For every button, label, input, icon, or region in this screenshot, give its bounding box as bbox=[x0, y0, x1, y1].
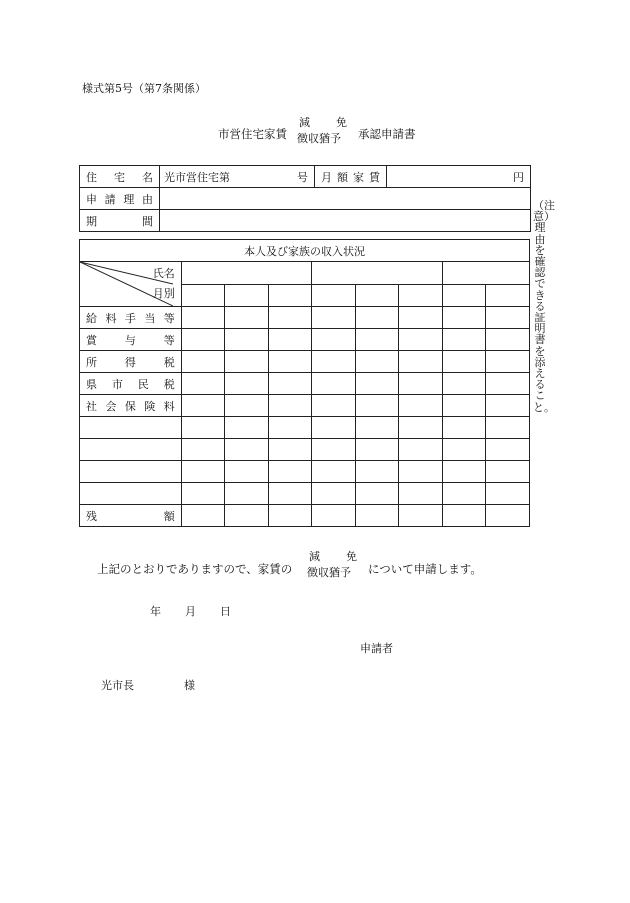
month-cell[interactable] bbox=[225, 284, 269, 307]
income-value-cell[interactable] bbox=[486, 483, 530, 505]
statement-before: 上記のとおりでありますので、家賃の bbox=[97, 562, 293, 576]
income-row-label-char: 市 bbox=[111, 377, 123, 391]
income-row-label-char: 税 bbox=[163, 377, 175, 391]
income-title-row bbox=[80, 240, 530, 262]
title-option-reduce: 減 bbox=[299, 116, 310, 129]
income-value-cell[interactable] bbox=[486, 307, 530, 329]
income-value-cell[interactable] bbox=[355, 417, 399, 439]
income-row bbox=[80, 439, 530, 461]
income-value-cell[interactable] bbox=[355, 439, 399, 461]
reason-label: 申 請 理 由 bbox=[80, 188, 160, 210]
income-row bbox=[80, 373, 530, 395]
income-row-label bbox=[80, 505, 182, 527]
income-value-cell[interactable] bbox=[442, 417, 486, 439]
income-row bbox=[80, 461, 530, 483]
person-name-cell[interactable] bbox=[312, 262, 443, 285]
income-value-cell[interactable] bbox=[181, 439, 225, 461]
income-value-cell[interactable] bbox=[486, 417, 530, 439]
income-row-label bbox=[80, 461, 182, 483]
income-row-label-char: 等 bbox=[163, 311, 175, 325]
date-month: 月 bbox=[185, 605, 196, 618]
income-row-label-char: 険 bbox=[144, 399, 156, 413]
month-header: 月別 bbox=[152, 287, 175, 300]
income-row-label-char: 民 bbox=[137, 377, 149, 391]
income-value-cell[interactable] bbox=[442, 373, 486, 395]
income-row-label-char: 等 bbox=[163, 333, 175, 347]
housing-number-suffix: 号 bbox=[297, 170, 308, 184]
income-value-cell[interactable] bbox=[225, 329, 269, 351]
income-value-cell[interactable] bbox=[399, 439, 443, 461]
income-row-label-char: 与 bbox=[124, 333, 136, 347]
income-value-cell[interactable] bbox=[486, 505, 530, 527]
income-value-cell[interactable] bbox=[225, 483, 269, 505]
income-row-label-char: 会 bbox=[105, 399, 117, 413]
income-value-cell[interactable] bbox=[312, 461, 356, 483]
income-table-title: 本人及び家族の収入状況 bbox=[80, 240, 530, 262]
income-value-cell[interactable] bbox=[399, 395, 443, 417]
income-value-cell[interactable] bbox=[442, 307, 486, 329]
income-value-cell[interactable] bbox=[225, 307, 269, 329]
housing-name-field[interactable] bbox=[160, 166, 315, 188]
title-option-defer: 徴収猶予 bbox=[297, 132, 341, 145]
income-value-cell[interactable] bbox=[355, 351, 399, 373]
reason-field[interactable] bbox=[160, 188, 531, 210]
addressee: 光市長 bbox=[101, 679, 134, 692]
statement-after: について申請します。 bbox=[368, 562, 482, 576]
income-row-label-char: 料 bbox=[105, 311, 117, 325]
income-value-cell[interactable] bbox=[225, 417, 269, 439]
yen-unit: 円 bbox=[513, 170, 524, 184]
income-value-cell[interactable] bbox=[442, 483, 486, 505]
month-cell[interactable] bbox=[268, 284, 312, 307]
income-row-label-char: 手 bbox=[124, 311, 136, 325]
income-value-cell[interactable] bbox=[486, 351, 530, 373]
income-row bbox=[80, 307, 530, 329]
income-row-label bbox=[80, 373, 182, 395]
month-cell[interactable] bbox=[442, 284, 486, 307]
income-value-cell[interactable] bbox=[181, 395, 225, 417]
income-row bbox=[80, 505, 530, 527]
income-row-label-char: 所 bbox=[86, 355, 97, 369]
income-value-cell[interactable] bbox=[225, 395, 269, 417]
income-value-cell[interactable] bbox=[268, 307, 312, 329]
housing-info-table bbox=[79, 165, 531, 232]
income-value-cell[interactable] bbox=[312, 505, 356, 527]
income-value-cell[interactable] bbox=[312, 373, 356, 395]
income-value-cell[interactable] bbox=[399, 307, 443, 329]
income-row bbox=[80, 329, 530, 351]
income-table bbox=[79, 239, 530, 527]
title-prefix: 市営住宅家賃 bbox=[218, 127, 287, 141]
income-value-cell[interactable] bbox=[486, 373, 530, 395]
income-row-label bbox=[80, 483, 182, 505]
income-row-label bbox=[80, 417, 182, 439]
income-value-cell[interactable] bbox=[268, 417, 312, 439]
income-value-cell[interactable] bbox=[399, 483, 443, 505]
income-value-cell[interactable] bbox=[181, 373, 225, 395]
income-value-cell[interactable] bbox=[486, 395, 530, 417]
note-vertical: （注意） 理由を確認できる証明書を添えること。 bbox=[533, 199, 561, 414]
income-value-cell[interactable] bbox=[399, 373, 443, 395]
income-value-cell[interactable] bbox=[442, 505, 486, 527]
income-value-cell[interactable] bbox=[181, 417, 225, 439]
income-value-cell[interactable] bbox=[225, 351, 269, 373]
month-cell[interactable] bbox=[399, 284, 443, 307]
statement-option-exempt: 免 bbox=[346, 550, 357, 563]
title-option-exempt: 免 bbox=[336, 116, 347, 129]
income-row-label bbox=[80, 351, 182, 373]
income-value-cell[interactable] bbox=[442, 395, 486, 417]
income-value-cell[interactable] bbox=[486, 439, 530, 461]
person-name-cell[interactable] bbox=[181, 262, 312, 285]
income-value-cell[interactable] bbox=[399, 505, 443, 527]
income-value-cell[interactable] bbox=[442, 329, 486, 351]
statement-option-stack bbox=[307, 549, 363, 581]
period-field[interactable] bbox=[160, 210, 531, 232]
honorific: 様 bbox=[184, 679, 195, 692]
income-value-cell[interactable] bbox=[181, 351, 225, 373]
name-header: 氏名 bbox=[152, 267, 175, 280]
statement-option-reduce: 減 bbox=[309, 550, 320, 563]
date-day: 日 bbox=[220, 605, 231, 618]
income-value-cell[interactable] bbox=[442, 461, 486, 483]
income-row-label-char: 料 bbox=[163, 399, 175, 413]
month-cell[interactable] bbox=[181, 284, 225, 307]
income-value-cell[interactable] bbox=[442, 439, 486, 461]
income-value-cell[interactable] bbox=[181, 307, 225, 329]
income-value-cell[interactable] bbox=[225, 505, 269, 527]
income-row bbox=[80, 483, 530, 505]
income-row bbox=[80, 395, 530, 417]
applicant-label: 申請者 bbox=[360, 642, 393, 655]
income-value-cell[interactable] bbox=[225, 439, 269, 461]
income-value-cell[interactable] bbox=[268, 483, 312, 505]
income-value-cell[interactable] bbox=[355, 307, 399, 329]
form-number: 様式第5号（第7条関係） bbox=[82, 82, 206, 95]
income-value-cell[interactable] bbox=[268, 505, 312, 527]
income-value-cell[interactable] bbox=[268, 329, 312, 351]
income-value-cell[interactable] bbox=[181, 505, 225, 527]
income-value-cell[interactable] bbox=[268, 351, 312, 373]
income-row-label-char: 保 bbox=[124, 399, 136, 413]
income-row-label bbox=[80, 329, 182, 351]
income-value-cell[interactable] bbox=[312, 483, 356, 505]
income-value-cell[interactable] bbox=[312, 351, 356, 373]
month-cell[interactable] bbox=[312, 284, 356, 307]
monthly-rent-label: 月 額 家 賃 bbox=[315, 166, 387, 188]
person-name-cell[interactable] bbox=[442, 262, 529, 285]
period-label: 期 間 bbox=[80, 210, 160, 232]
period-row bbox=[80, 210, 531, 232]
income-value-cell[interactable] bbox=[442, 351, 486, 373]
income-value-cell[interactable] bbox=[486, 461, 530, 483]
title-option-stack bbox=[297, 115, 353, 147]
income-row bbox=[80, 417, 530, 439]
income-row-label-char: 県 bbox=[86, 377, 97, 391]
income-row-label bbox=[80, 395, 182, 417]
income-row-label-char: 賞 bbox=[86, 333, 97, 347]
housing-name-row bbox=[80, 166, 531, 188]
income-value-cell[interactable] bbox=[181, 483, 225, 505]
reason-row bbox=[80, 188, 531, 210]
income-row-label bbox=[80, 439, 182, 461]
income-value-cell[interactable] bbox=[355, 461, 399, 483]
income-value-cell[interactable] bbox=[268, 373, 312, 395]
income-value-cell[interactable] bbox=[181, 461, 225, 483]
income-value-cell[interactable] bbox=[312, 439, 356, 461]
income-value-cell[interactable] bbox=[355, 395, 399, 417]
income-row-label-char: 額 bbox=[163, 509, 175, 523]
income-row bbox=[80, 351, 530, 373]
income-row-label bbox=[80, 307, 182, 329]
month-cell[interactable] bbox=[486, 284, 530, 307]
income-value-cell[interactable] bbox=[268, 395, 312, 417]
income-row-label-char: 残 bbox=[86, 509, 97, 523]
income-value-cell[interactable] bbox=[355, 329, 399, 351]
income-row-label-char: 社 bbox=[86, 399, 97, 413]
date-year: 年 bbox=[150, 605, 161, 618]
income-row-label-char: 得 bbox=[124, 355, 136, 369]
income-value-cell[interactable] bbox=[312, 417, 356, 439]
income-value-cell[interactable] bbox=[355, 373, 399, 395]
income-value-cell[interactable] bbox=[312, 329, 356, 351]
monthly-rent-field[interactable] bbox=[387, 166, 531, 188]
income-value-cell[interactable] bbox=[399, 417, 443, 439]
housing-name-prefix: 光市営住宅第 bbox=[164, 170, 230, 184]
income-value-cell[interactable] bbox=[181, 329, 225, 351]
income-value-cell[interactable] bbox=[399, 329, 443, 351]
income-value-cell[interactable] bbox=[355, 483, 399, 505]
income-value-cell[interactable] bbox=[355, 505, 399, 527]
income-value-cell[interactable] bbox=[268, 461, 312, 483]
income-row-label-char: 当 bbox=[144, 311, 156, 325]
income-value-cell[interactable] bbox=[312, 307, 356, 329]
statement-option-defer: 徴収猶予 bbox=[307, 566, 351, 579]
income-value-cell[interactable] bbox=[486, 329, 530, 351]
income-value-cell[interactable] bbox=[225, 461, 269, 483]
month-cell[interactable] bbox=[355, 284, 399, 307]
income-value-cell[interactable] bbox=[268, 439, 312, 461]
income-row-label-char: 税 bbox=[163, 355, 175, 369]
income-row-label-char: 給 bbox=[86, 311, 97, 325]
name-row bbox=[80, 262, 530, 285]
housing-name-label: 住 宅 名 bbox=[80, 166, 160, 188]
diagonal-header bbox=[80, 262, 182, 307]
income-value-cell[interactable] bbox=[312, 395, 356, 417]
income-value-cell[interactable] bbox=[399, 461, 443, 483]
income-value-cell[interactable] bbox=[399, 351, 443, 373]
income-value-cell[interactable] bbox=[225, 373, 269, 395]
title-suffix: 承認申請書 bbox=[358, 127, 416, 141]
